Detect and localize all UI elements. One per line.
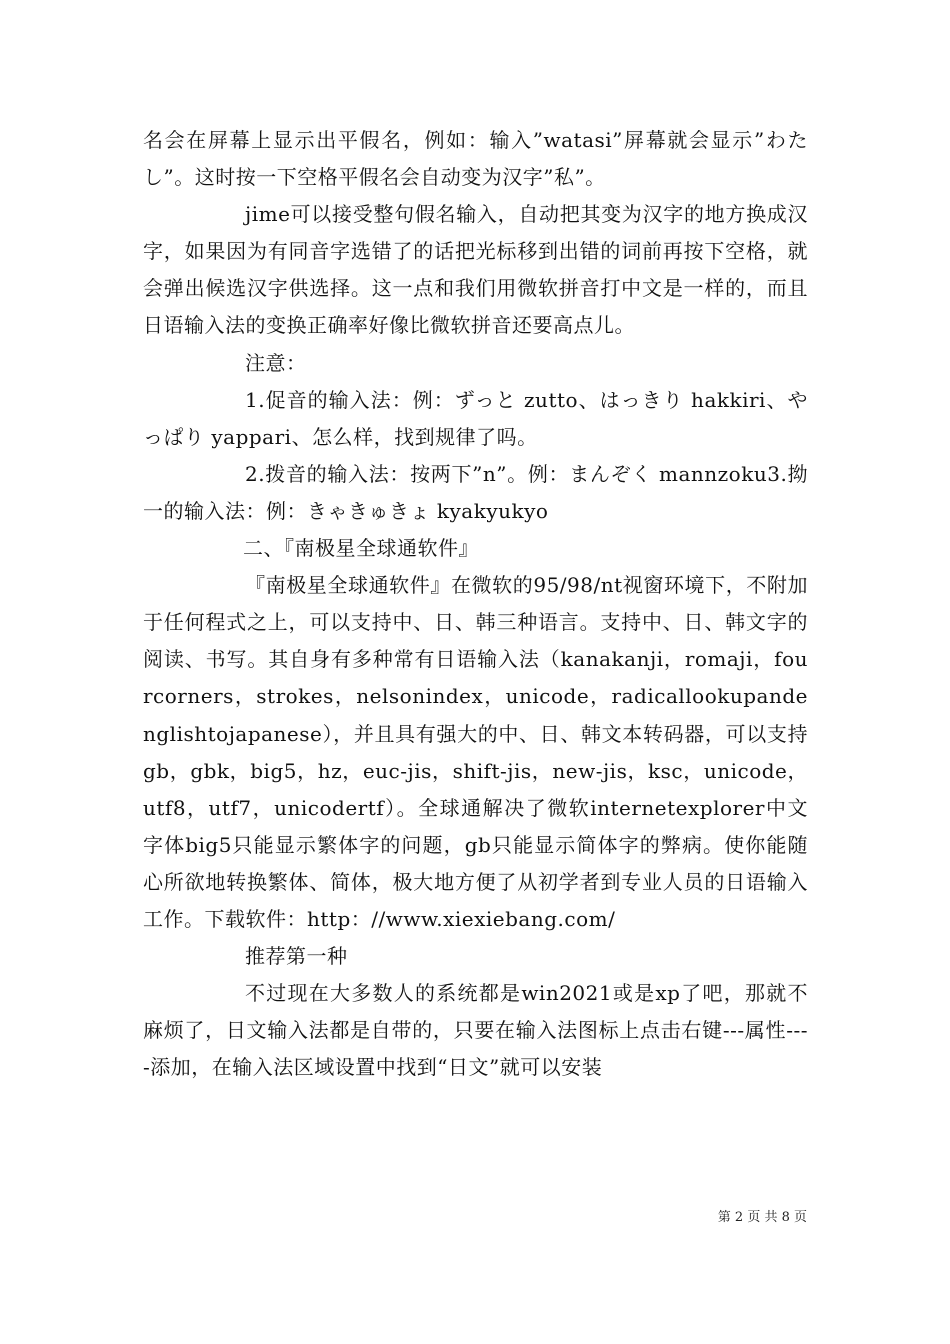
paragraph-nanjixing: 『南极星全球通软件』在微软的95/98/nt视窗环境下，不附加于任何程式之上，可以支持中、日、韩三种语言。支持中、日、韩文字的阅读、书写。其自身有多种常有日语输入法（kanakanji，romaji，fourcorners，strokes，nelsonindex，unicode，radicallookupandenglishtojapanese），并且具有强大的中、日、韩文本转码器，可以支持gb，gbk，big5，hz，euc-jis，shift-jis，new-jis，ksc，unicode，utf8，utf7，unicodertf）。全球通解决了微软internetexplorer中文字体big5只能显示繁体字的问题，gb只能显示简体字的弊病。使你能随心所欲地转换繁体、简体，极大地方便了从初学者到专业人员的日语输入工作。下载软件：http：//www.xiexiebang.com/ xyxy=(143,573,808,931)
section-heading-2: 二、『南极星全球通软件』 xyxy=(243,536,479,561)
paragraph-note-heading: 注意： xyxy=(245,350,307,375)
paragraph-recommend-heading: 推荐第一种 xyxy=(245,944,348,969)
paragraph-continuation: 名会在屏幕上显示出平假名，例如：输入”watasi”屏幕就会显示”わたし”。这时按一下空格平假名会自动变为汉字”私”。 xyxy=(143,128,808,190)
paragraph-note-1: 1.促音的输入法：例：ずっと zutto、はっきり hakkiri、やっぱり yappari、怎么样，找到规律了吗。 xyxy=(143,387,808,449)
body-text xyxy=(143,122,808,1086)
paragraph-note-2: 2.拨音的输入法：按两下”n”。例：まんぞく mannzoku3.拗一的输入法：例：きゃきゅきょ kyakyukyo xyxy=(143,461,808,523)
page-number-footer: 第 2 页 共 8 页 xyxy=(717,1210,807,1225)
paragraph-jime: jime可以接受整句假名输入，自动把其变为汉字的地方换成汉字，如果因为有同音字选错了的话把光标移到出错的词前再按下空格，就会弹出候选汉字供选择。这一点和我们用微软拼音打中文是一样的，而且日语输入法的变换正确率好像比微软拼音还要高点儿。 xyxy=(143,202,808,338)
paragraph-recommend-body: 不过现在大多数人的系统都是win2021或是xp了吧，那就不麻烦了，日文输入法都是自带的，只要在输入法图标上点击右键---属性----添加，在输入法区域设置中找到“日文”就可以安装 xyxy=(143,981,808,1080)
